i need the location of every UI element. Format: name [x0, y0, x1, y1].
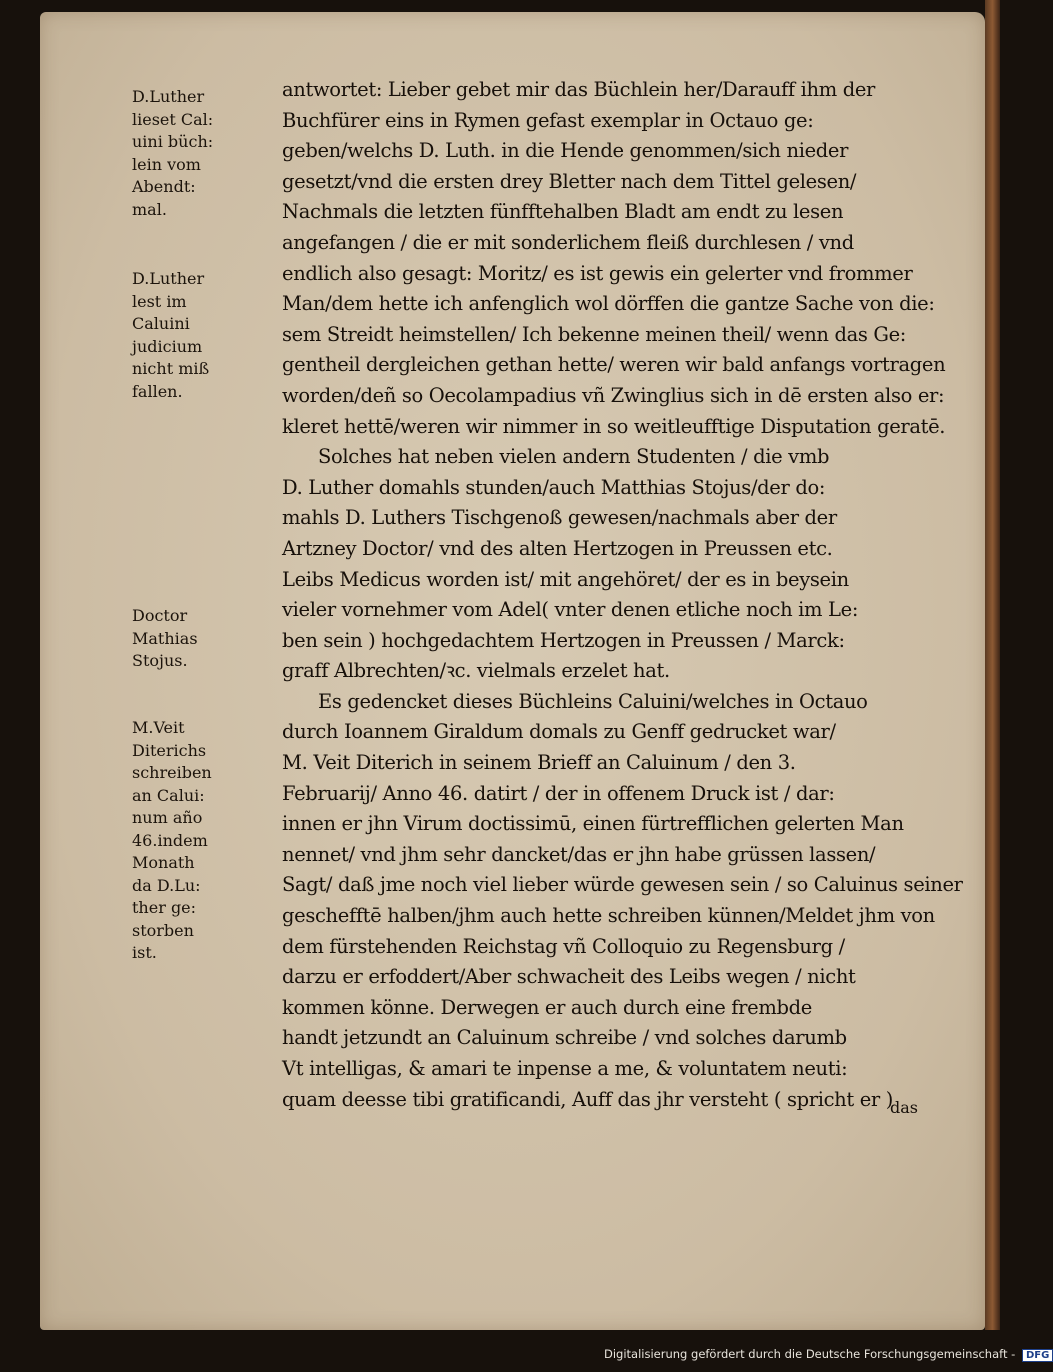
margin-line: Abendt: [132, 177, 196, 196]
margin-note-4 [132, 717, 272, 965]
margin-line: fallen. [132, 381, 183, 401]
text-line: Nachmals die letzten fünfftehalben Bladt am endt zu lesen [282, 200, 844, 224]
margin-line: uini büch: [132, 132, 214, 151]
text-line: quam deesse tibi gratificandi, Auff das jhr versteht ( spricht er ) [282, 1087, 893, 1111]
text-line: endlich also gesagt: Moritz/ es ist gewis ein gelerter vnd frommer [282, 261, 913, 285]
text-line: gentheil dergleichen gethan hette/ weren wir bald anfangs vortragen [282, 353, 946, 377]
margin-line: schreiben [132, 763, 212, 782]
text-line: mahls D. Luthers Tischgenoß gewesen/nachmals aber der [282, 506, 837, 530]
text-line: M. Veit Diterich in seinem Brieff an Caluinum / den 3. [282, 751, 796, 775]
book-edge [985, 0, 1000, 1330]
margin-line: lein vom [132, 154, 201, 174]
text-line: vieler vornehmer vom Adel( vnter denen etliche noch im Le: [282, 598, 859, 622]
margin-line: storben [132, 920, 194, 940]
margin-note-3 [132, 605, 272, 673]
main-text-block [282, 75, 963, 1115]
margin-line: nicht miß [132, 359, 210, 378]
margin-line: 46.indem [132, 830, 208, 850]
text-line: Es gedencket dieses Büchleins Caluini/welches in Octauo [318, 689, 868, 713]
margin-note-1 [132, 86, 272, 221]
text-line: nennet/ vnd jhm sehr dancket/das er jhn habe grüssen lassen/ [282, 842, 876, 866]
text-line: angefangen / die er mit sonderlichem fleiß durchlesen / vnd [282, 230, 854, 254]
text-line: kleret hettē/weren wir nimmer in so weitleufftige Disputation geratē. [282, 414, 946, 438]
text-line: geschefftē halben/jhm auch hette schreiben künnen/Meldet jhm von [282, 904, 935, 928]
margin-line: an Calui: [132, 785, 205, 805]
margin-line: num año [132, 808, 203, 827]
text-line: dem fürstehenden Reichstag vñ Colloquio zu Regensburg / [282, 934, 845, 958]
text-line: sem Streidt heimstellen/ Ich bekenne meinen theil/ wenn das Ge: [282, 322, 907, 346]
margin-line: Doctor [132, 606, 188, 625]
margin-line: Diterichs [132, 740, 207, 760]
text-line: Februarij/ Anno 46. datirt / der in offenem Druck ist / dar: [282, 781, 835, 805]
text-line: Sagt/ daß jme noch viel lieber würde gewesen sein / so Caluinus seiner [282, 873, 963, 897]
margin-line: judicium [132, 336, 203, 356]
text-line: Leibs Medicus worden ist/ mit angehöret/ der es in beysein [282, 567, 849, 591]
text-line: geben/welchs D. Luth. in die Hende genommen/sich nieder [282, 139, 849, 163]
margin-line: lieset Cal: [132, 109, 214, 129]
text-line: Vt intelligas, & amari te inpense a me, & voluntatem neuti: [282, 1057, 848, 1080]
catchword: das [890, 1098, 918, 1117]
text-line: antwortet: Lieber gebet mir das Büchlein her/Darauff ihm der [282, 78, 876, 101]
margin-line: da D.Lu: [132, 875, 201, 895]
margin-line: D.Luther [132, 87, 205, 106]
text-line: kommen könne. Derwegen er auch durch eine frembde [282, 995, 812, 1019]
margin-line: Mathias [132, 628, 198, 648]
text-line: darzu er erfoddert/Aber schwacheit des Leibs wegen / nicht [282, 965, 856, 989]
text-line: ben sein ) hochgedachtem Hertzogen in Preussen / Marck: [282, 628, 845, 652]
text-line: graff Albrechten/ꝛc. vielmals erzelet hat. [282, 659, 670, 683]
margin-line: Stojus. [132, 651, 188, 670]
footer-credit [604, 1347, 1053, 1362]
text-line: innen er jhn Virum doctissimū, einen fürtrefflichen gelerten Man [282, 812, 904, 836]
dfg-logo: DFG [1022, 1349, 1053, 1362]
margin-line: D.Luther [132, 269, 205, 288]
text-line: Buchfürer eins in Rymen gefast exemplar in Octauo ge: [282, 108, 814, 132]
margin-line: lest im [132, 291, 187, 311]
margin-line: M.Veit [132, 718, 185, 737]
text-line: Man/dem hette ich anfenglich wol dörffen die gantze Sache von die: [282, 292, 935, 316]
text-line: handt jetzundt an Caluinum schreibe / vnd solches darumb [282, 1026, 847, 1050]
text-line: gesetzt/vnd die ersten drey Bletter nach dem Tittel gelesen/ [282, 169, 857, 193]
margin-line: mal. [132, 199, 167, 219]
margin-line: Monath [132, 853, 195, 872]
margin-note-2 [132, 268, 272, 403]
text-line: worden/deñ so Oecolampadius vñ Zwinglius sich in dē ersten also er: [282, 383, 945, 407]
margin-line: ist. [132, 943, 157, 962]
margin-line: ther ge: [132, 898, 197, 917]
margin-line: Caluini [132, 314, 190, 333]
text-line: durch Ioannem Giraldum domals zu Genff gedrucket war/ [282, 720, 836, 744]
text-line: Solches hat neben vielen andern Studenten / die vmb [318, 445, 830, 469]
text-line: Artzney Doctor/ vnd des alten Hertzogen in Preussen etc. [282, 536, 833, 560]
text-line: D. Luther domahls stunden/auch Matthias Stojus/der do: [282, 475, 826, 499]
footer-text: Digitalisierung gefördert durch die Deutsche Forschungsgemeinschaft - [604, 1347, 1016, 1361]
